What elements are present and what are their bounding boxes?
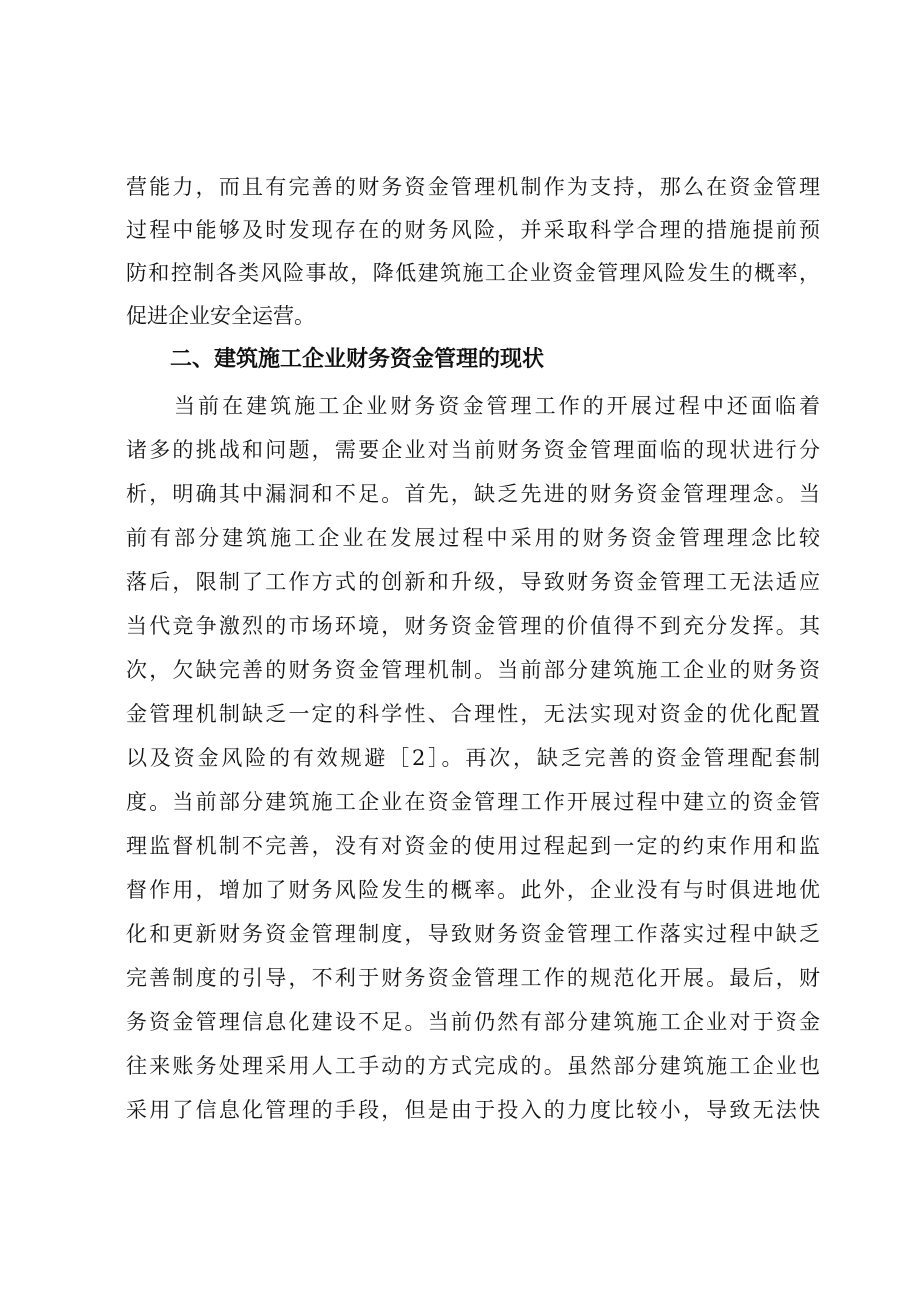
paragraph-2-line-10: 度。当前部分建筑施工企业在资金管理工作开展过程中建立的资金管 [126,790,820,814]
paragraph-2-line-15: 务资金管理信息化建设不足。当前仍然有部分建筑施工企业对于资金 [126,1010,820,1034]
paragraph-2-line-8: 金管理机制缺乏一定的科学性、合理性，无法实现对资金的优化配置 [126,702,820,726]
paragraph-2-line-11: 理监督机制不完善，没有对资金的使用过程起到一定的约束作用和监 [126,834,820,858]
paragraph-2-line-3: 析，明确其中漏洞和不足。首先，缺乏先进的财务资金管理理念。当 [126,482,820,506]
paragraph-2-line-7: 次，欠缺完善的财务资金管理机制。当前部分建筑施工企业的财务资 [126,658,820,682]
section-heading: 二、建筑施工企业财务资金管理的现状 [170,347,545,372]
paragraph-1-line-4: 促进企业安全运营。 [126,304,315,328]
paragraph-2-line-9: 以及资金风险的有效规避［2］。再次，缺乏完善的资金管理配套制 [126,746,820,770]
paragraph-2-line-12: 督作用，增加了财务风险发生的概率。此外，企业没有与时俱进地优 [126,878,820,902]
paragraph-2-line-14: 完善制度的引导，不利于财务资金管理工作的规范化开展。最后，财 [126,966,820,990]
paragraph-2-line-4: 前有部分建筑施工企业在发展过程中采用的财务资金管理理念比较 [126,526,820,550]
paragraph-1-line-3: 防和控制各类风险事故，降低建筑施工企业资金管理风险发生的概率， [126,261,820,285]
paragraph-2-line-5: 落后，限制了工作方式的创新和升级，导致财务资金管理工无法适应 [126,570,820,594]
paragraph-2-line-13: 化和更新财务资金管理制度，导致财务资金管理工作落实过程中缺乏 [126,922,820,946]
paragraph-1-line-1: 营能力，而且有完善的财务资金管理机制作为支持，那么在资金管理 [126,175,820,199]
paragraph-2-line-17: 采用了信息化管理的手段，但是由于投入的力度比较小，导致无法快 [126,1098,820,1122]
paragraph-1-line-2: 过程中能够及时发现存在的财务风险，并采取科学合理的措施提前预 [126,218,820,242]
paragraph-2-line-1: 当前在建筑施工企业财务资金管理工作的开展过程中还面临着 [174,394,820,418]
paragraph-2-line-6: 当代竞争激烈的市场环境，财务资金管理的价值得不到充分发挥。其 [126,614,820,638]
paragraph-2-line-2: 诸多的挑战和问题，需要企业对当前财务资金管理面临的现状进行分 [126,438,820,462]
paragraph-2-line-16: 往来账务处理采用人工手动的方式完成的。虽然部分建筑施工企业也 [126,1054,820,1078]
